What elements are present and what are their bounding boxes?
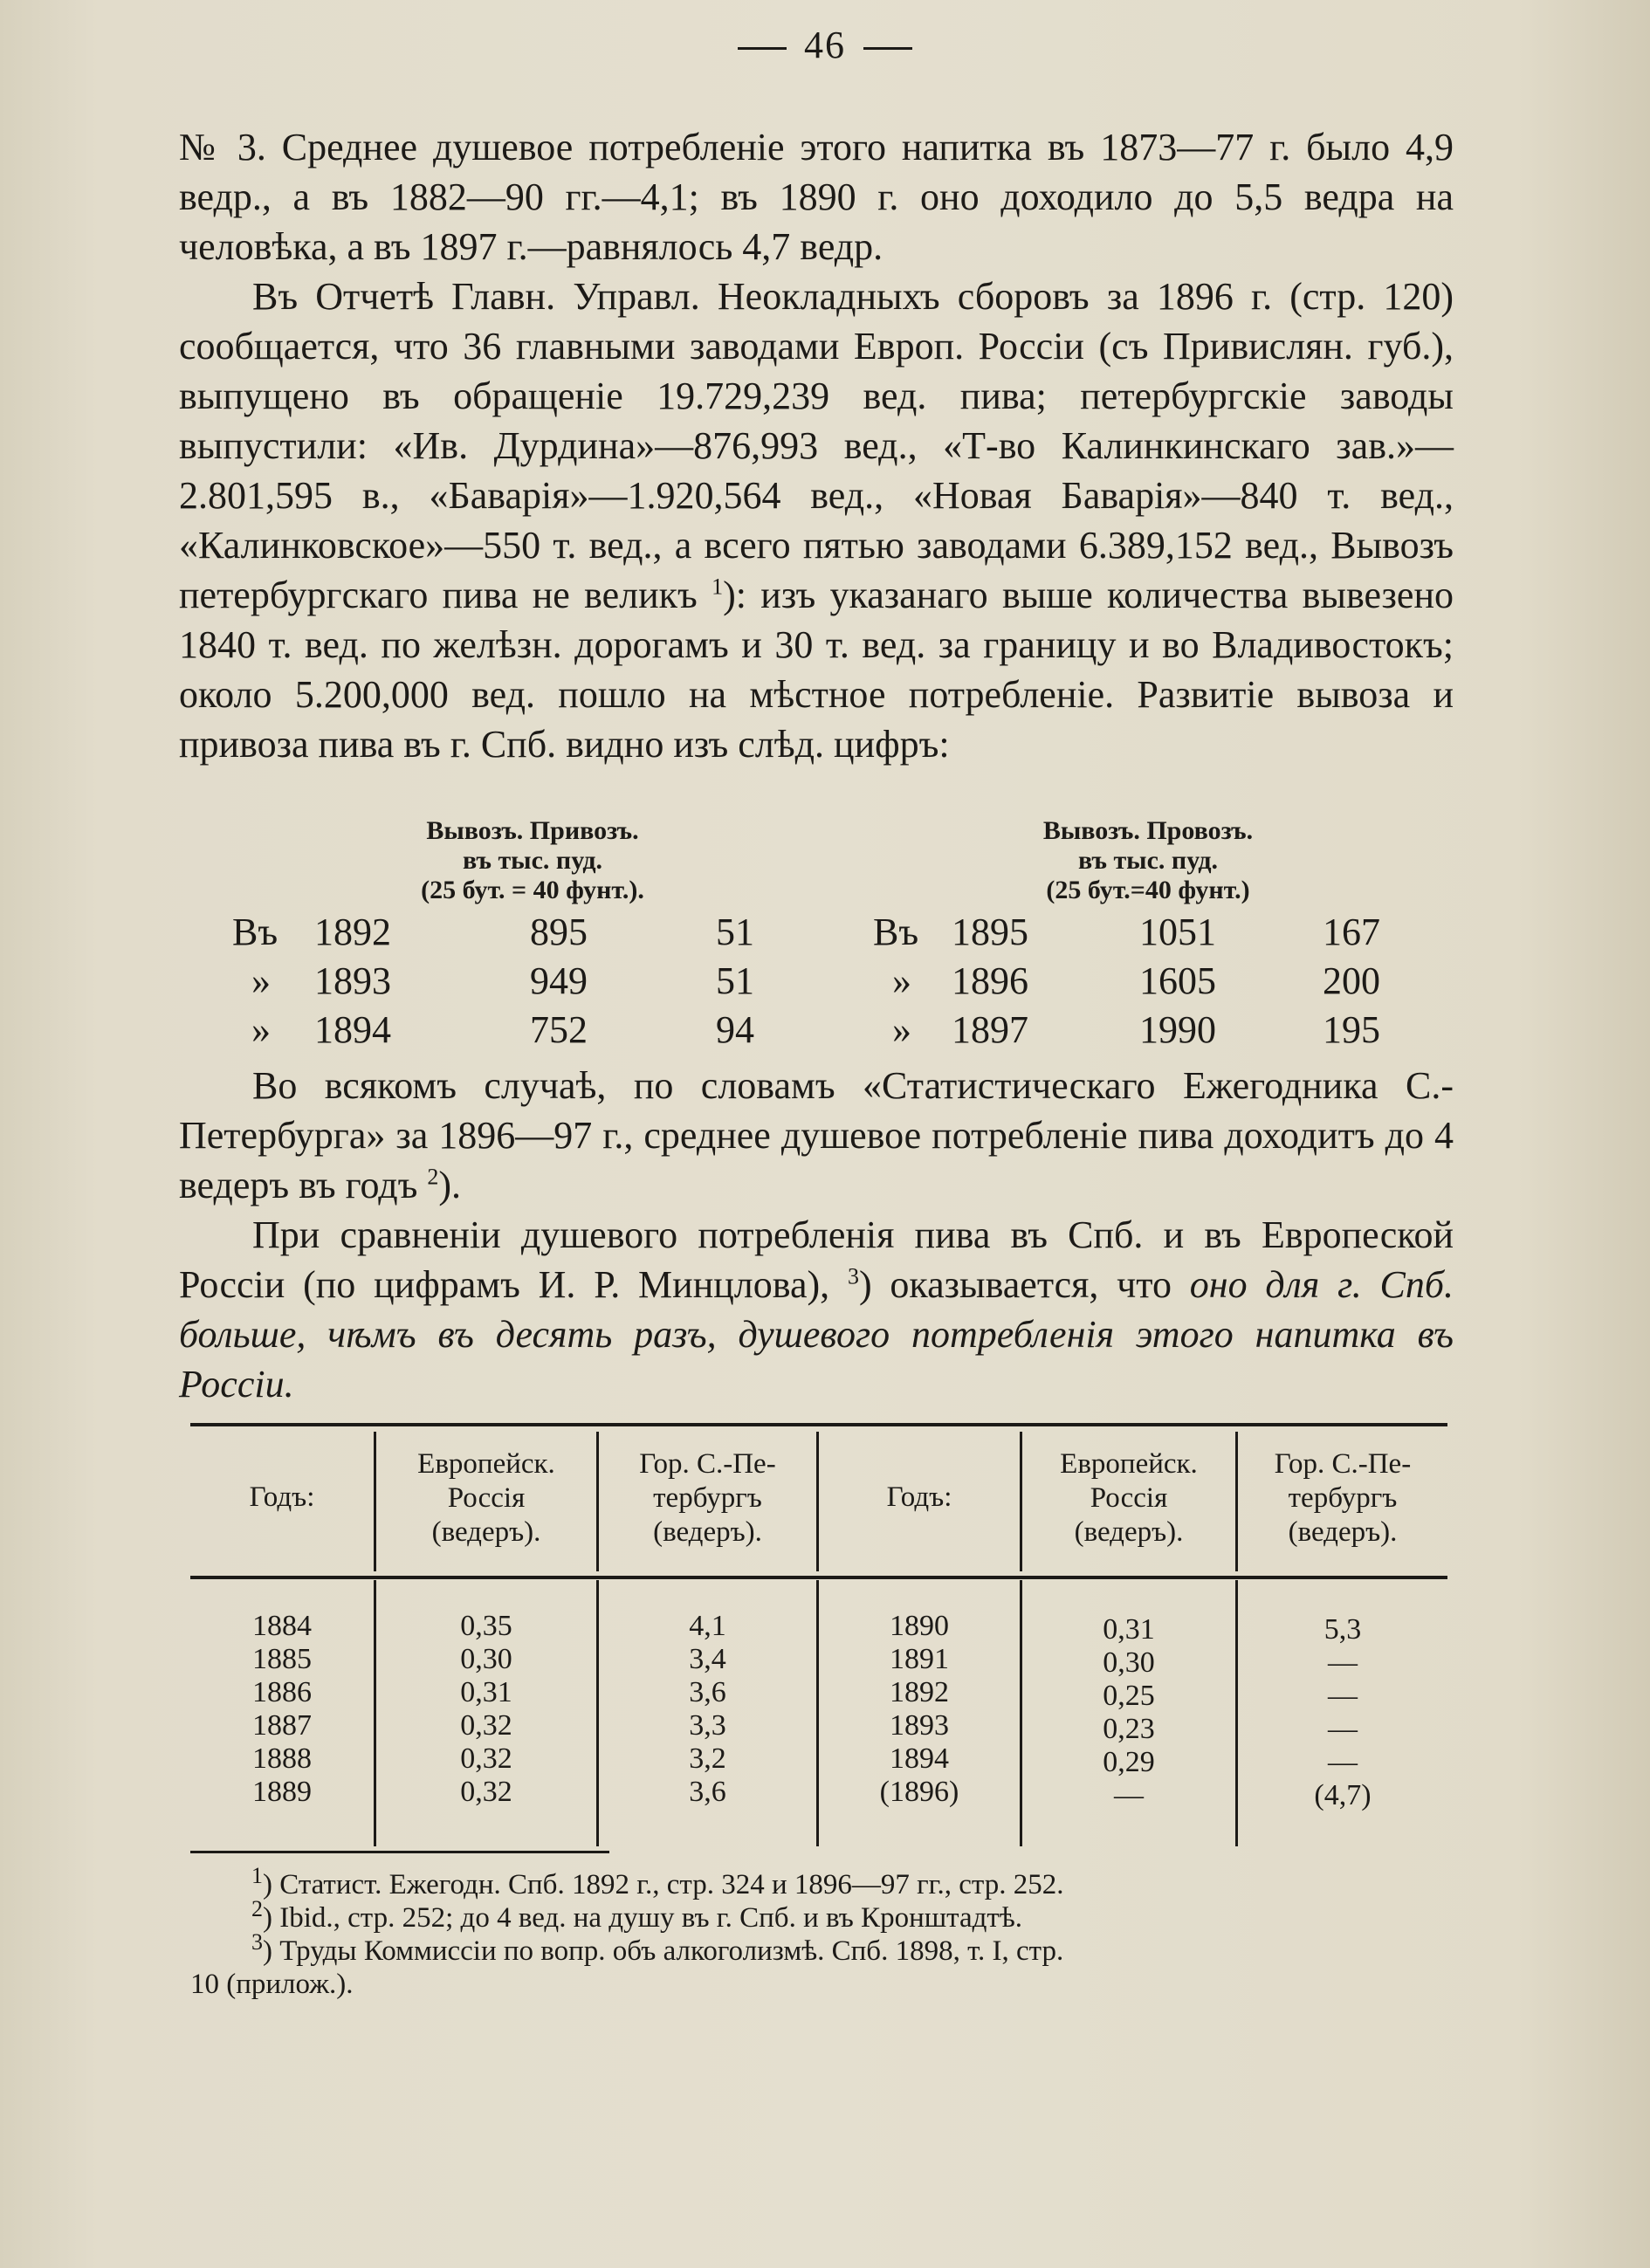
row-export: 1990 (1139, 1008, 1216, 1051)
header-right-line-1: Вывозъ. Провозъ. (1042, 816, 1254, 845)
table-cell: 0,30 (1103, 1646, 1155, 1679)
table-cell: 1888 (252, 1742, 312, 1775)
table-cell: 0,32 (460, 1776, 512, 1808)
footnote-rule (190, 1851, 609, 1853)
table-cell: 5,3 (1323, 1613, 1362, 1646)
body-text-top (179, 122, 1454, 769)
header-left-line-2: въ тыс. пуд. (463, 846, 602, 875)
table-cell: (4,7) (1314, 1779, 1372, 1811)
row-export: 1605 (1139, 959, 1216, 1002)
table-cell: 1893 (890, 1709, 949, 1742)
paragraph-3-part-2: ). (438, 1164, 462, 1206)
footnote-mark: 1 (251, 1863, 263, 1888)
footnote-3-continued (190, 1968, 1456, 2001)
footnote-text: ) Ibid., стр. 252; до 4 вед. на душу въ г. Спб. и въ Кронштадтѣ. (263, 1902, 1022, 1934)
header-year-right (819, 1481, 1020, 1515)
header-line: Гор. С.-Пе- (639, 1448, 776, 1480)
paragraph-4 (179, 1210, 1454, 1409)
row-import: 94 (716, 1008, 754, 1051)
table-cell: 3,6 (689, 1776, 726, 1808)
footnote-ref-2: 2 (427, 1164, 439, 1190)
table-cell: 1892 (890, 1676, 949, 1708)
header-line: (ведеръ). (431, 1516, 541, 1548)
footnote-text: ) Труды Коммиссіи по вопр. объ алкоголизмѣ. Спб. 1898, т. I, стр. (263, 1935, 1064, 1967)
footnote-3 (190, 1929, 1456, 1968)
row-year: 1895 (952, 911, 1028, 953)
paragraph-3-part-1: Во всякомъ случаѣ, по словамъ «Статистическаго Ежегодника С.-Петербурга» за 1896—97 г., среднее душевое потребленіе пива доходитъ до 4 ведеръ въ годъ (179, 1064, 1454, 1206)
footnote-2 (190, 1896, 1456, 1935)
export-table-header-right (1013, 816, 1283, 905)
header-europe-left (376, 1447, 596, 1550)
table-cell: 1894 (890, 1742, 949, 1775)
table-cell: 0,29 (1103, 1746, 1155, 1778)
header-line: Россія (1090, 1482, 1168, 1514)
footnotes (190, 1863, 1456, 2001)
column-year-right (819, 1610, 1020, 1809)
header-line: Европейск. (417, 1448, 555, 1480)
table-top-rule (190, 1423, 1447, 1426)
paragraph-4-italic: оно для г. Спб. больше, чѣмъ въ десять разъ, душевого потребленія этого напитка въ Россіи. (179, 1263, 1454, 1405)
paragraph-1: № 3. Среднее душевое потребленіе этого напитка въ 1873—77 г. было 4,9 ведр., а въ 1882—90 гг.—4,1; въ 1890 г. оно доходило до 5,5 ведра на человѣка, а въ 1897 г.—равнялось 4,7 ведр. (179, 126, 1454, 268)
row-prefix: » (251, 959, 271, 1002)
row-prefix: Въ (232, 911, 278, 953)
header-line: Гор. С.-Пе- (1274, 1448, 1412, 1480)
table-cell: 0,30 (460, 1643, 512, 1675)
column-spb-left (599, 1610, 816, 1809)
table-cell: 0,23 (1103, 1713, 1155, 1745)
table-cell: — (1328, 1646, 1358, 1679)
row-year: 1897 (952, 1008, 1028, 1051)
paragraph-4-part-1: При сравненіи душевого потребленія пива въ Спб. и въ Европеской Россіи (по цифрамъ И. Р. Минцлова), (179, 1213, 1454, 1306)
table-cell: 3,6 (689, 1676, 726, 1708)
footnote-mark: 3 (251, 1929, 263, 1955)
header-europe-right (1022, 1447, 1235, 1550)
column-spb-right (1238, 1613, 1447, 1812)
page-number (0, 23, 1650, 67)
column-europe-right (1022, 1613, 1235, 1812)
footnote-ref-1: 1 (712, 574, 724, 600)
paragraph-2-part-1: Въ Отчетѣ Главн. Управл. Неокладныхъ сборовъ за 1896 г. (стр. 120) сообщается, что 36 главными заводами Европ. Россіи (съ Привислян. губ.), выпущено въ обращеніе 19.729,239 вед. пива; петербургскіе заводы выпустили: «Ив. Дурдина»—876,993 вед., «Т-во Калинкинскаго зав.»—2.801,595 в., «Баварія»—1.920,564 вед., «Новая Баварія»—840 т. вед., «Калинковское»—550 т. вед., а всего пятью заводами 6.389,152 вед., Вывозъ петербургскаго пива не великъ (179, 275, 1454, 616)
row-export: 895 (530, 911, 588, 953)
table-cell: 0,31 (1103, 1613, 1155, 1646)
header-line: (ведеръ). (653, 1516, 762, 1548)
header-line: (ведеръ). (1074, 1516, 1184, 1548)
header-spb-left (599, 1447, 816, 1550)
footnote-text: 10 (прилож.). (190, 1969, 354, 2000)
row-year: 1893 (314, 959, 391, 1002)
table-cell: 0,35 (460, 1610, 512, 1642)
table-cell: 4,1 (689, 1610, 726, 1642)
consumption-comparison-table (190, 1423, 1447, 1851)
header-line: Годъ: (886, 1481, 952, 1513)
table-cell: — (1328, 1713, 1358, 1745)
paragraph-2-part-2: ): изъ указанаго выше количества вывезено 1840 т. вед. по желѣзн. дорогамъ и 30 т. вед. за границу и во Владивостокъ; около 5.200,000 вед. пошло на мѣстное потребленіе. Развитіе вывоза и привоза пива въ г. Спб. видно изъ слѣд. цифръ: (179, 574, 1454, 766)
table-cell: 1891 (890, 1643, 949, 1675)
table-header-rule (190, 1576, 1447, 1579)
row-import: 167 (1323, 911, 1380, 953)
row-export: 1051 (1139, 911, 1216, 953)
table-cell: 1889 (252, 1776, 312, 1808)
row-import: 51 (716, 911, 754, 953)
table-cell: — (1328, 1746, 1358, 1778)
column-europe-left (376, 1610, 596, 1809)
table-cell: 0,25 (1103, 1680, 1155, 1712)
row-import: 195 (1323, 1008, 1380, 1051)
row-import: 200 (1323, 959, 1380, 1002)
table-cell: 1887 (252, 1709, 312, 1742)
dash-right (863, 47, 912, 50)
footnote-text: ) Статист. Ежегодн. Спб. 1892 г., стр. 324 и 1896—97 гг., стр. 252. (263, 1869, 1064, 1900)
header-right-line-3: (25 бут.=40 фунт.) (1046, 876, 1250, 904)
row-export: 949 (530, 959, 588, 1002)
table-cell: 0,32 (460, 1742, 512, 1775)
header-year-left (190, 1481, 374, 1515)
row-year: 1896 (952, 959, 1028, 1002)
table-cell: 1890 (890, 1610, 949, 1642)
paragraph-4-part-2: ) оказывается, что (858, 1263, 1190, 1306)
row-prefix: » (251, 1008, 271, 1051)
header-right-line-2: въ тыс. пуд. (1078, 846, 1218, 875)
table-cell: 0,32 (460, 1709, 512, 1742)
export-table-header-left (402, 816, 663, 905)
table-cell: 1886 (252, 1676, 312, 1708)
paragraph-2 (179, 271, 1454, 769)
header-line: тербургъ (1288, 1482, 1398, 1514)
table-cell: 3,4 (689, 1643, 726, 1675)
header-line: тербургъ (653, 1482, 762, 1514)
header-left-line-3: (25 бут. = 40 фунт.). (421, 876, 644, 904)
footnote-ref-3: 3 (847, 1263, 859, 1289)
page-number-text: 46 (804, 24, 846, 66)
paragraph-3 (179, 1061, 1454, 1210)
table-cell: 1885 (252, 1643, 312, 1675)
header-spb-right (1238, 1447, 1447, 1550)
table-cell: 1884 (252, 1610, 312, 1642)
header-line: Годъ: (249, 1481, 315, 1513)
table-cell: (1896) (879, 1776, 959, 1808)
dash-left (738, 47, 787, 50)
column-year-left (190, 1610, 374, 1809)
header-line: Россія (447, 1482, 526, 1514)
table-cell: 3,3 (689, 1709, 726, 1742)
table-cell: — (1328, 1680, 1358, 1712)
header-line: (ведеръ). (1288, 1516, 1398, 1548)
footnote-mark: 2 (251, 1896, 263, 1921)
body-text-middle (179, 1061, 1454, 1409)
row-prefix: » (892, 1008, 911, 1051)
row-year: 1894 (314, 1008, 391, 1051)
footnote-1 (190, 1863, 1456, 1901)
row-prefix: » (892, 959, 911, 1002)
table-cell: 0,31 (460, 1676, 512, 1708)
table-cell: 3,2 (689, 1742, 726, 1775)
row-prefix: Въ (873, 911, 919, 953)
export-import-table (227, 816, 1449, 1061)
header-left-line-1: Вывозъ. Привозъ. (426, 816, 639, 845)
row-import: 51 (716, 959, 754, 1002)
table-cell: — (1114, 1779, 1144, 1811)
row-export: 752 (530, 1008, 588, 1051)
row-year: 1892 (314, 911, 391, 953)
header-line: Европейск. (1060, 1448, 1198, 1480)
